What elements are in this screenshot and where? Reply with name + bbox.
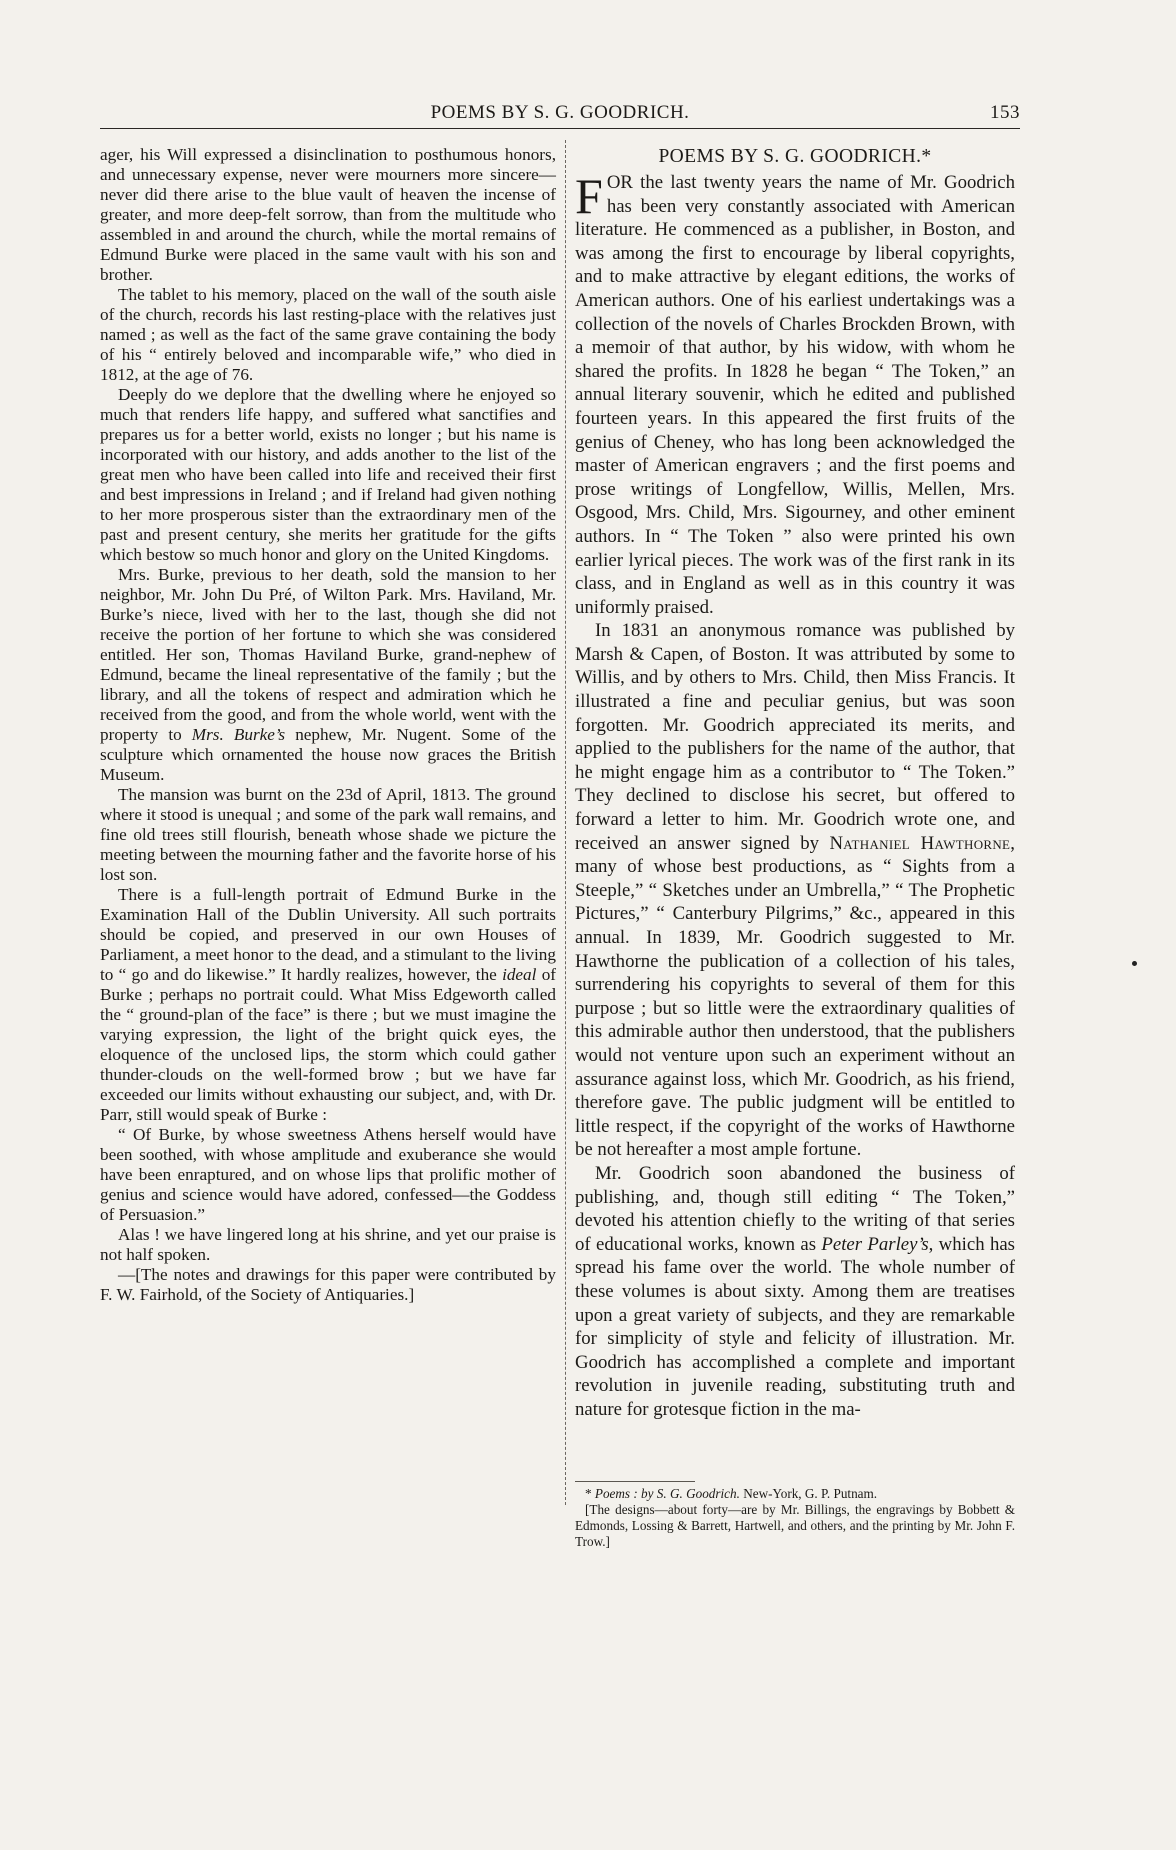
paragraph <box>100 885 556 1125</box>
footnote-publisher: New-York, G. P. Putnam. <box>743 1486 878 1501</box>
text-run: There is a full-length portrait of Edmund Burke in the Examination Hall of the Dublin University. All such portraits should be copied, and preserved in our own Houses of Parliament, a meet honor to the dead, and a stimulant to the living to “ go and do likewise.” It hardly realizes, however, the <box>100 885 556 984</box>
text-run: OR the last twenty years the name of Mr. Goodrich has been very constantly associated with American literature. He commenced as a publisher, in Boston, and was among the first to encourage by liberal copyrights, and to make attractive by elegant editions, the works of American authors. One of his earliest undertakings was a collection of the novels of Charles Brockden Brown, with a memoir of that author, by his widow, with whom he shared the profits. In 1828 he began “ The Token,” an annual literary souvenir, which he edited and published fourteen years. In this appeared the first fruits of the genius of Cheney, who has long been acknowledged the master of American engravers ; and the first poems and prose writings of Longfellow, Willis, Mellen, Mrs. Osgood, Mrs. Child, Mrs. Sigourney, and other eminent authors. In “ The Token ” also were printed his own earlier lyrical pieces. The work was of the first rank in its class, and in England as well as in this country it was uniformly praised. <box>575 172 1015 618</box>
footnote <box>575 1486 1015 1550</box>
text-run: , many of whose best productions, as “ Sights from a Steeple,” “ Sketches under an Umbrella,” “ The Prophetic Pictures,” “ Canterbury Pilgrims,” &c., appeared in this annual. In 1839, Mr. Goodrich suggested to Mr. Hawthorne the publication of a collection of his tales, surrendering his copyrights to several of them for this purpose ; but so little were the extraordinary qualities of this admirable author then understood, that the publishers would not venture upon such an experiment without an assurance against loss, which Mr. Goodrich, as his friend, therefore gave. The public judgment will be entitled to little respect, if the copyright of the works of Hawthorne be not hereafter a most ample fortune. <box>575 832 1015 1161</box>
italic-text: Mrs. Burke’s <box>191 725 286 744</box>
right-column <box>575 145 1015 1421</box>
text-run: In 1831 an anonymous romance was published by Marsh & Capen, of Boston. It was attributed by some to Willis, and by others to Mrs. Child, then Miss Francis. It illustrated a fine and peculiar genius, but was soon forgotten. Mr. Goodrich appreciated its merits, and applied to the publishers for the name of the author, that he might engage him as a contributor to “ The Token.” They declined to disclose his secret, but offered to forward a letter to him. Mr. Goodrich wrote one, and received an answer signed by <box>575 620 1015 854</box>
drop-cap: F <box>575 168 603 224</box>
page-number: 153 <box>990 102 1020 123</box>
footnote-note: [The designs—about forty—are by Mr. Billings, the engravings by Bobbett & Edmonds, Lossing & Barrett, Hartwell, and others, and the printing by Mr. John F. Trow.] <box>575 1502 1015 1549</box>
footnote-marker: * <box>585 1486 592 1501</box>
footnote-rule <box>575 1481 695 1482</box>
quotation: “ Of Burke, by whose sweetness Athens herself would have been soothed, with whose amplitude and exuberance she would have been enraptured, and on whose lips that prolific mother of genius and science would have adored, confessed—the Goddess of Persuasion.” <box>100 1125 556 1224</box>
article-title: POEMS BY S. G. GOODRICH.* <box>658 146 932 167</box>
paragraph <box>100 565 556 785</box>
column-divider <box>565 140 566 1505</box>
header-rule <box>100 128 1020 129</box>
paragraph: Alas ! we have lingered long at his shrine, and yet our praise is not half spoken. <box>100 1225 556 1264</box>
credit-note: —[The notes and drawings for this paper were contributed by F. W. Fairhold, of the Society of Antiquaries.] <box>100 1265 556 1304</box>
text-run: of Burke ; perhaps no portrait could. What Miss Edgeworth called the “ ground-plan of the face” is there ; but we must imagine the varying expression, the light of the bright quick eyes, the eloquence of the unclosed lips, the storm which could gather thunder-clouds on the well-formed brow ; but we have far exceeded our limits without exhausting our subject, and, with Dr. Parr, still would speak of Burke : <box>100 965 557 1124</box>
italic-text: ideal <box>502 965 537 984</box>
lead-paragraph <box>575 168 1015 619</box>
text-run: Mr. Goodrich soon abandoned the business of publishing, and, though still editing “ The Token,” devoted his attention chiefly to the writing of that series of educational works, known as <box>575 1162 1015 1255</box>
paragraph: The mansion was burnt on the 23d of April, 1813. The ground where it stood is unequal ; and some of the park wall remains, and fine old trees still flourish, beneath whose shade we picture the meeting between the mourning father and the favorite horse of his lost son. <box>100 785 556 884</box>
footnote-citation <box>575 1486 1015 1502</box>
running-head <box>100 100 1020 128</box>
paragraph: Deeply do we deplore that the dwelling where he enjoyed so much that renders life happy, and suffered what sanctifies and prepares us for a better world, exists no longer ; but his name is incorporated with our history, and adds another to the list of the great men who have been called into life and received their first and best impressions in Ireland ; and if Ireland had given nothing to her more prosperous sister than the extraordinary men of the past and present century, she merits her gratitude for the gifts which bestow so much honor and glory on the United Kingdoms. <box>100 385 556 564</box>
paragraph: ager, his Will expressed a disinclination to posthumous honors, and unnecessary expense, never were mourners more sincere—never did there arise to the blue vault of heaven the incense of greater, and more deep-felt sorrow, than from the multitude who assembled in and around the church, while the mortal remains of Edmund Burke were placed in the same vault with his son and brother. <box>100 145 556 284</box>
margin-dot <box>1132 961 1137 966</box>
paragraph <box>575 619 1015 1162</box>
text-run: , which has spread his fame over the world. The whole number of these volumes is about sixty. Among them are treatises upon a great variety of subjects, and they are remarkable for simplicity of style and felicity of illustration. Mr. Goodrich has accomplished a complete and important revolution in juvenile reading, substituting truth and nature for grotesque fiction in the ma- <box>575 1233 1015 1420</box>
small-caps-name: Nathaniel Hawthorne <box>829 832 1011 854</box>
text-run: nephew, Mr. Nugent. Some of the sculpture which ornamented the house now graces the British Museum. <box>100 725 556 784</box>
paragraph: The tablet to his memory, placed on the wall of the south aisle of the church, records his last resting-place with the relatives just named ; as well as the fact of the same grave containing the body of his “ entirely beloved and incomparable wife,” who died in 1812, at the age of 76. <box>100 285 556 384</box>
text-run: Mrs. Burke, previous to her death, sold the mansion to her neighbor, Mr. John Du Pré, of Wilton Park. Mrs. Haviland, Mr. Burke’s niece, lived with her to the last, though she did not receive the portion of her fortune to which she was considered entitled. Her son, Thomas Haviland Burke, grand-nephew of Edmund, became the lineal representative of the family ; but the library, and all the tokens of respect and admiration which he received from the good, and from the whole world, went with the property to <box>100 565 556 744</box>
footnote-title: Poems : by S. G. Goodrich. <box>594 1486 740 1501</box>
italic-text: Peter Parley’s <box>821 1233 929 1255</box>
paragraph <box>575 1162 1015 1422</box>
left-column <box>100 145 556 1305</box>
running-title: POEMS BY S. G. GOODRICH. <box>430 102 690 123</box>
